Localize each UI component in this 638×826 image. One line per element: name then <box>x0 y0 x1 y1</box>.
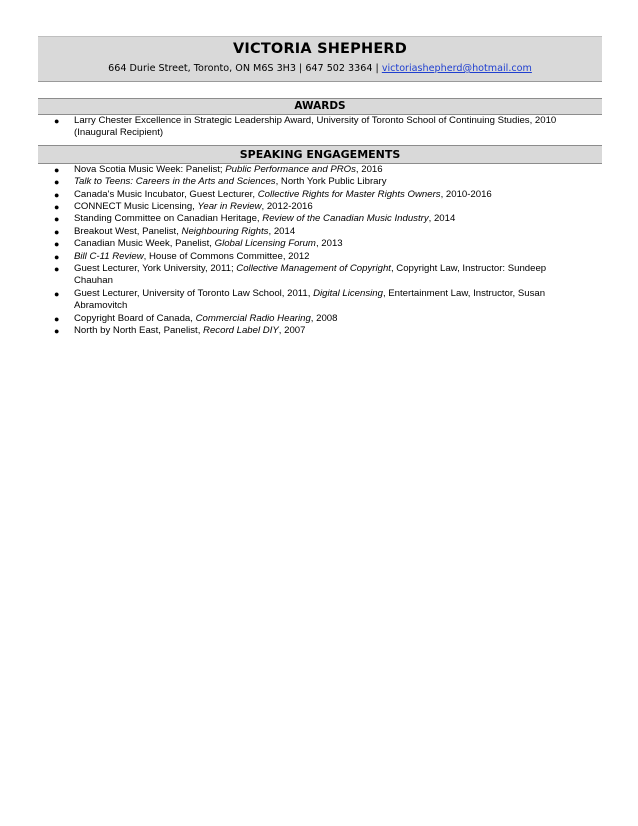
contact-address-phone: 664 Durie Street, Toronto, ON M6S 3H3 | 647 502 3364 | <box>108 63 382 74</box>
list-item: ● Nova Scotia Music Week: Panelist; Public Performance and PROs, 2016 <box>54 163 383 175</box>
list-item: ● Canada's Music Incubator, Guest Lecturer, Collective Rights for Master Rights Owners, 2010-2016 <box>54 188 492 200</box>
bullet-icon: ● <box>54 164 60 175</box>
name-heading: VICTORIA SHEPHERD <box>232 41 408 57</box>
list-item <box>38 115 602 140</box>
award-text: Larry Chester Excellence in Strategic Leadership Award, University of Toronto School of Continuing Studies, 2010 <box>74 115 557 126</box>
award-text-cont: (Inaugural Recipient) <box>74 127 164 139</box>
bullet-icon: ● <box>54 202 60 213</box>
bullet-icon: ● <box>54 326 60 337</box>
header-box <box>38 36 602 82</box>
list-item: ● Canadian Music Week, Panelist, Global Licensing Forum, 2013 <box>54 238 343 250</box>
bullet-icon: ● <box>54 116 60 126</box>
bullet-icon: ● <box>54 264 60 275</box>
bullet-icon: ● <box>54 214 60 225</box>
list-item: ● CONNECT Music Licensing, Year in Review, 2012-2016 <box>54 201 313 213</box>
resume-page <box>38 36 602 338</box>
bullet-icon: ● <box>54 226 60 237</box>
awards-list <box>38 115 602 140</box>
list-item: ● Guest Lecturer, York University, 2011; Collective Management of Copyright, Copyright Law, Instructor: Sundeep Chauhan <box>54 263 547 287</box>
list-item: ● Talk to Teens: Careers in the Arts and Sciences, North York Public Library <box>54 176 387 188</box>
list-item: ● Copyright Board of Canada, Commercial Radio Hearing, 2008 <box>54 312 338 324</box>
awards-heading: AWARDS <box>38 98 602 115</box>
list-item: ● Breakout West, Panelist, Neighbouring Rights, 2014 <box>54 225 296 237</box>
bullet-icon: ● <box>54 189 60 200</box>
bullet-icon: ● <box>54 177 60 188</box>
list-item: ● Guest Lecturer, University of Toronto Law School, 2011, Digital Licensing, Entertainment Law, Instructor, Susan Abramovitch <box>54 287 546 312</box>
list-item: ● Standing Committee on Canadian Heritage, Review of the Canadian Music Industry, 2014 <box>54 213 456 225</box>
bullet-icon: ● <box>54 288 60 299</box>
contact-line <box>38 63 602 74</box>
bullet-icon: ● <box>54 251 60 262</box>
email-link[interactable]: victoriashepherd@hotmail.com <box>381 63 532 74</box>
bullet-icon: ● <box>54 239 60 250</box>
speaking-heading: SPEAKING ENGAGEMENTS <box>38 145 602 164</box>
list-item: ● Bill C-11 Review, House of Commons Committee, 2012 <box>54 250 310 262</box>
speaking-list <box>38 164 602 338</box>
bullet-icon: ● <box>54 313 60 324</box>
list-item: ● North by North East, Panelist, Record Label DIY, 2007 <box>54 325 306 337</box>
